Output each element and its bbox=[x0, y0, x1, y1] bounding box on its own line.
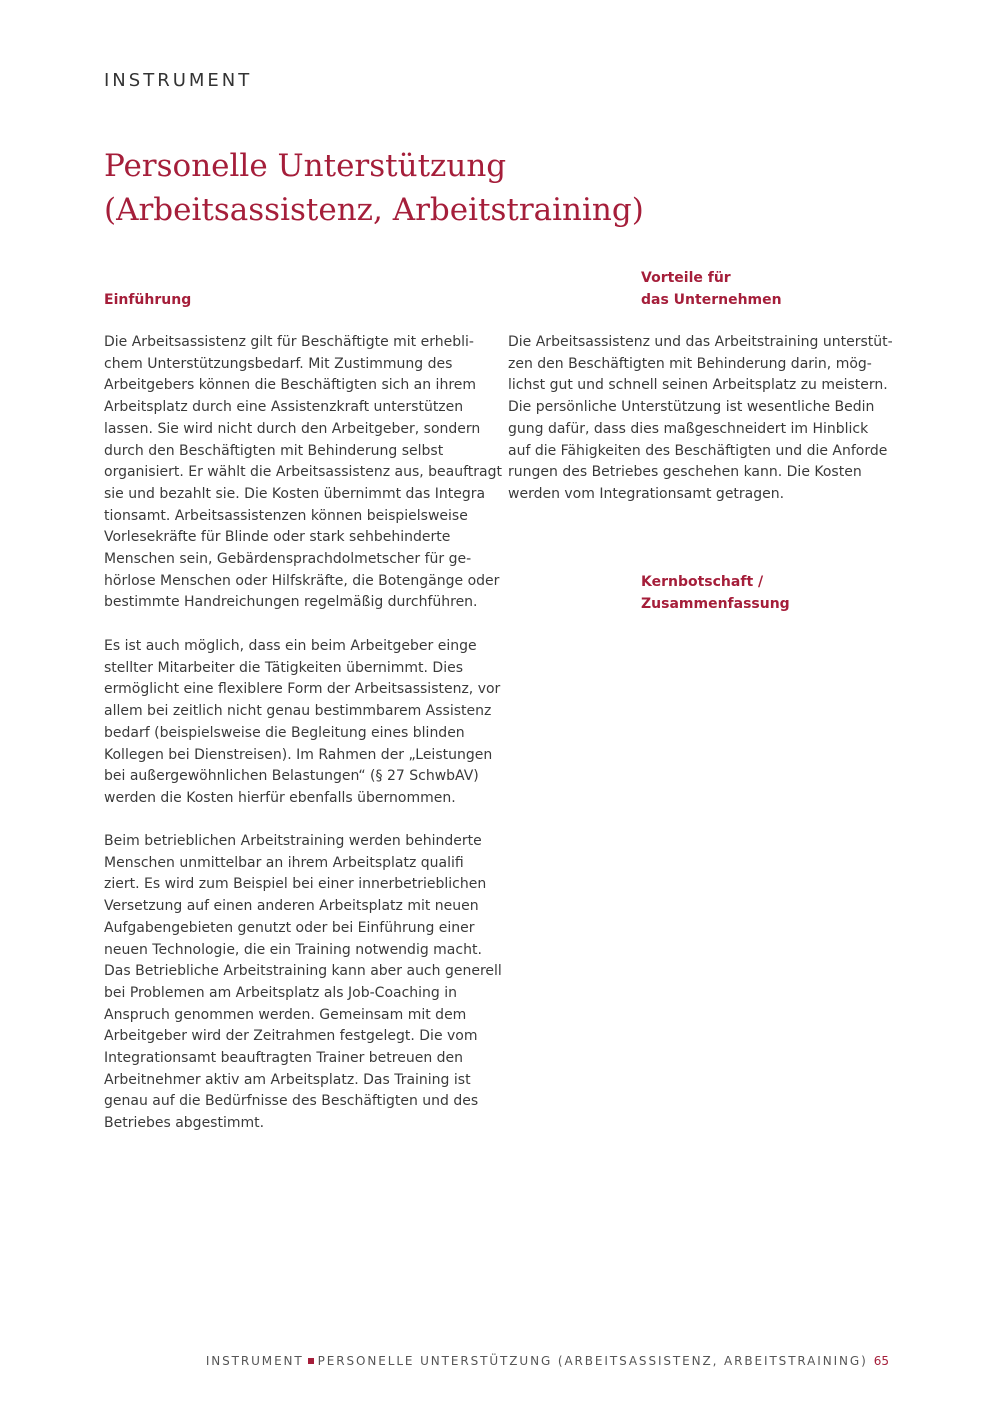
heading-einfuehrung: Einführung bbox=[104, 292, 192, 308]
text-line: lichst gut und schnell seinen Arbeitsplatz zu meistern. bbox=[508, 377, 888, 394]
text-line: ziert. Es wird zum Beispiel bei einer innerbetrieblichen bbox=[104, 876, 487, 893]
text-line: werden die Kosten hierfür ebenfalls übernommen. bbox=[104, 789, 456, 806]
page-title bbox=[104, 144, 644, 232]
text-line: hörlose Menschen oder Hilfskräfte, die Botengänge oder bbox=[104, 572, 500, 589]
text-line: Kollegen bei Dienstreisen). Im Rahmen der „Leistungen bbox=[104, 746, 493, 763]
text-line: Die persönliche Unterstützung ist wesentliche Bedin bbox=[508, 399, 875, 416]
text-line: auf die Fähigkeiten des Beschäftigten und die Anforde bbox=[508, 442, 888, 459]
text-line: genau auf die Bedürfnisse des Beschäftigten und des bbox=[104, 1093, 479, 1110]
text-line: Menschen sein, Gebärdensprachdolmetscher für ge- bbox=[104, 551, 472, 568]
text-line: Vorlesekräfte für Blinde oder stark sehbehinderte bbox=[104, 529, 451, 546]
text-line: Aufgabengebieten genutzt oder bei Einführung einer bbox=[104, 919, 475, 936]
heading-kernbotschaft: Kernbotschaft / Zusammenfassung bbox=[641, 574, 790, 612]
text-line: organisiert. Er wählt die Arbeitsassistenz aus, beauftragt bbox=[104, 464, 502, 481]
text-line: Versetzung auf einen anderen Arbeitsplatz mit neuen bbox=[104, 898, 479, 915]
paragraph-2 bbox=[104, 636, 500, 810]
text-line: sie und bezahlt sie. Die Kosten übernimmt das Integra bbox=[104, 485, 486, 502]
text-line: Arbeitgebers können die Beschäftigten sich an ihrem bbox=[104, 377, 477, 394]
text-line: gung dafür, dass dies maßgeschneidert im Hinblick bbox=[508, 420, 869, 437]
text-line: neuen Technologie, die ein Training notwendig macht. bbox=[104, 941, 482, 958]
text-line: chem Unterstützungsbedarf. Mit Zustimmung des bbox=[104, 355, 453, 372]
text-line: Es ist auch möglich, dass ein beim Arbeitgeber einge bbox=[104, 638, 477, 654]
separator-square-icon bbox=[308, 1358, 314, 1364]
page-footer bbox=[206, 1354, 889, 1368]
text-line: ermöglicht eine flexiblere Form der Arbeitsassistenz, vor bbox=[104, 681, 501, 698]
text-line: Integrationsamt beauftragten Trainer betreuen den bbox=[104, 1050, 464, 1067]
paragraph-3 bbox=[104, 831, 502, 1135]
text-line: allem bei zeitlich nicht genau bestimmbarem Assistenz bbox=[104, 703, 492, 720]
paragraph-1 bbox=[104, 332, 502, 614]
text-line: bei außergewöhnlichen Belastungen“ (§ 27 SchwbAV) bbox=[104, 768, 479, 785]
footer-section: INSTRUMENT bbox=[205, 1354, 304, 1368]
text-line: bei Problemen am Arbeitsplatz als Job-Coaching in bbox=[104, 984, 458, 1001]
heading-vorteile: Vorteile für das Unternehmen bbox=[641, 270, 782, 308]
text-line: Arbeitsplatz durch eine Assistenzkraft unterstützen bbox=[104, 399, 464, 416]
text-line: Das Betriebliche Arbeitstraining kann aber auch generell bbox=[104, 963, 502, 980]
text-line: Anspruch genommen werden. Gemeinsam mit dem bbox=[104, 1006, 467, 1023]
text-line: stellter Mitarbeiter die Tätigkeiten übernimmt. Dies bbox=[104, 659, 464, 676]
text-line: Die Arbeitsassistenz und das Arbeitstraining unterstüt- bbox=[508, 334, 893, 350]
text-line: zen den Beschäftigten mit Behinderung darin, mög- bbox=[508, 355, 872, 372]
text-line: durch den Beschäftigten mit Behinderung selbst bbox=[104, 442, 444, 459]
text-line: lassen. Sie wird nicht durch den Arbeitgeber, sondern bbox=[104, 420, 481, 437]
text-line: Arbeitgeber wird der Zeitrahmen festgelegt. Die vom bbox=[104, 1028, 478, 1045]
page-number: 65 bbox=[873, 1354, 889, 1368]
footer-topic: PERSONELLE UNTERSTÜTZUNG (ARBEITSASSISTENZ, ARBEITSTRAINING) bbox=[317, 1354, 868, 1368]
paragraph-vorteile bbox=[508, 332, 893, 506]
text-line: werden vom Integrationsamt getragen. bbox=[508, 485, 785, 502]
title-line-1: Personelle Unterstützung bbox=[104, 148, 507, 184]
text-line: Betriebes abgestimmt. bbox=[104, 1115, 265, 1132]
text-line: bedarf (beispielsweise die Begleitung eines blinden bbox=[104, 724, 465, 741]
title-line-2: (Arbeitsassistenz, Arbeitstraining) bbox=[104, 192, 644, 228]
text-line: tionsamt. Arbeitsassistenzen können beispielsweise bbox=[104, 507, 468, 524]
text-line: bestimmte Handreichungen regelmäßig durchführen. bbox=[104, 594, 478, 611]
text-line: Beim betrieblichen Arbeitstraining werden behinderte bbox=[104, 833, 482, 849]
text-line: Die Arbeitsassistenz gilt für Beschäftigte mit erhebli- bbox=[104, 334, 474, 350]
text-line: Arbeitnehmer aktiv am Arbeitsplatz. Das Training ist bbox=[104, 1071, 471, 1088]
text-line: Menschen unmittelbar an ihrem Arbeitsplatz qualifi bbox=[104, 854, 464, 871]
section-kicker: INSTRUMENT bbox=[104, 70, 253, 91]
text-line: rungen des Betriebes geschehen kann. Die Kosten bbox=[508, 464, 862, 481]
